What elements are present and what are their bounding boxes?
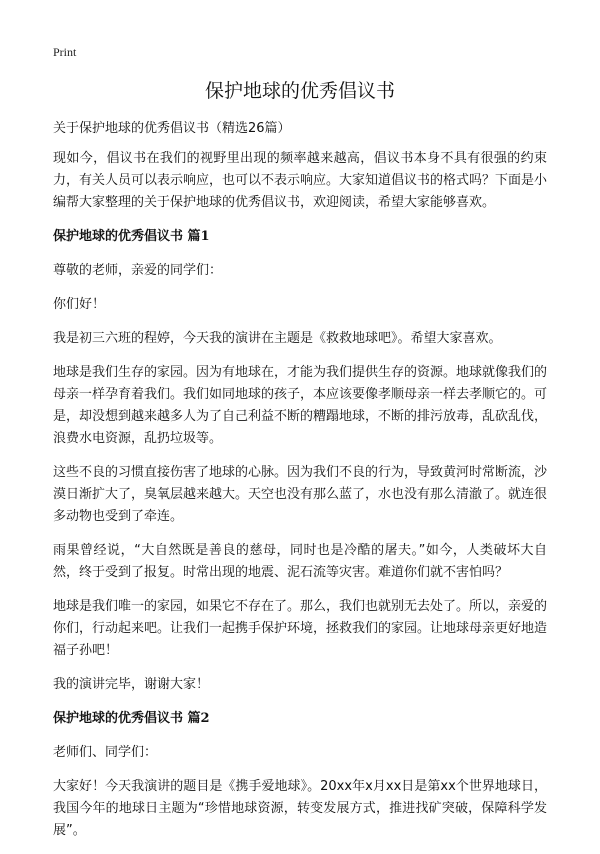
section-heading: 保护地球的优秀倡议书 篇2 — [53, 711, 210, 726]
section-heading: 保护地球的优秀倡议书 篇1 — [53, 229, 210, 244]
paragraph: 雨果曾经说，“大自然既是善良的慈母，同时也是冷酷的屠夫。”如今，人类破坏大自然，终于受到了报复。时常出现的地震、泥石流等灾害。难道你们就不害怕吗？ — [53, 543, 547, 580]
paragraph: 地球是我们唯一的家园，如果它不存在了。那么，我们也就别无去处了。所以，亲爱的你们，行动起来吧。让我们一起携手保护环境，拯救我们的家园。让地球母亲更好地造福子孙吧！ — [53, 599, 548, 658]
paragraph: 大家好！今天我演讲的题目是《携手爱地球》。20xx年x月xx日是第xx个世界地球日，我国今年的地球日主题为“珍惜地球资源，转变发展方式，推进找矿突破，保障科学发展”。 — [53, 779, 547, 838]
document-subtitle: 关于保护地球的优秀倡议书（精选26篇） — [53, 121, 291, 136]
print-link[interactable]: Print — [53, 45, 77, 59]
document-body — [53, 120, 547, 854]
paragraph: 我的演讲完毕，谢谢大家！ — [53, 677, 210, 692]
paragraph: 我是初三六班的程婷，今天我的演讲在主题是《救救地球吧》。希望大家喜欢。 — [53, 331, 502, 346]
intro-paragraph: 现如今，倡议书在我们的视野里出现的频率越来越高，倡议书本身不具有很强的约束力，有关人员可以表示响应，也可以不表示响应。大家知道倡议书的格式吗？下面是小编帮大家整理的关于保护地球的优秀倡议书，欢迎阅读，希望大家能够喜欢。 — [53, 151, 548, 210]
paragraph: 这些不良的习惯直接伤害了地球的心脉。因为我们不良的行为，导致黄河时常断流，沙漠日渐扩大了，臭氧层越来越大。天空也没有那么蓝了，水也没有那么清澈了。就连很多动物也受到了牵连。 — [53, 465, 548, 524]
paragraph: 尊敬的老师，亲爱的同学们： — [53, 263, 223, 278]
paragraph: 你们好！ — [53, 297, 106, 312]
paragraph: 地球是我们生存的家园。因为有地球在，才能为我们提供生存的资源。地球就像我们的母亲一样孕育着我们。我们如同地球的孩子，本应该要像孝顺母亲一样去孝顺它的。可是，却没想到越来越多人为了自己利益不断的糟蹋地球，不断的排污放毒，乱砍乱伐，浪费水电资源，乱扔垃圾等。 — [53, 365, 548, 446]
page-title: 保护地球的优秀倡议书 — [204, 80, 395, 102]
paragraph: 老师们、同学们： — [53, 745, 158, 760]
